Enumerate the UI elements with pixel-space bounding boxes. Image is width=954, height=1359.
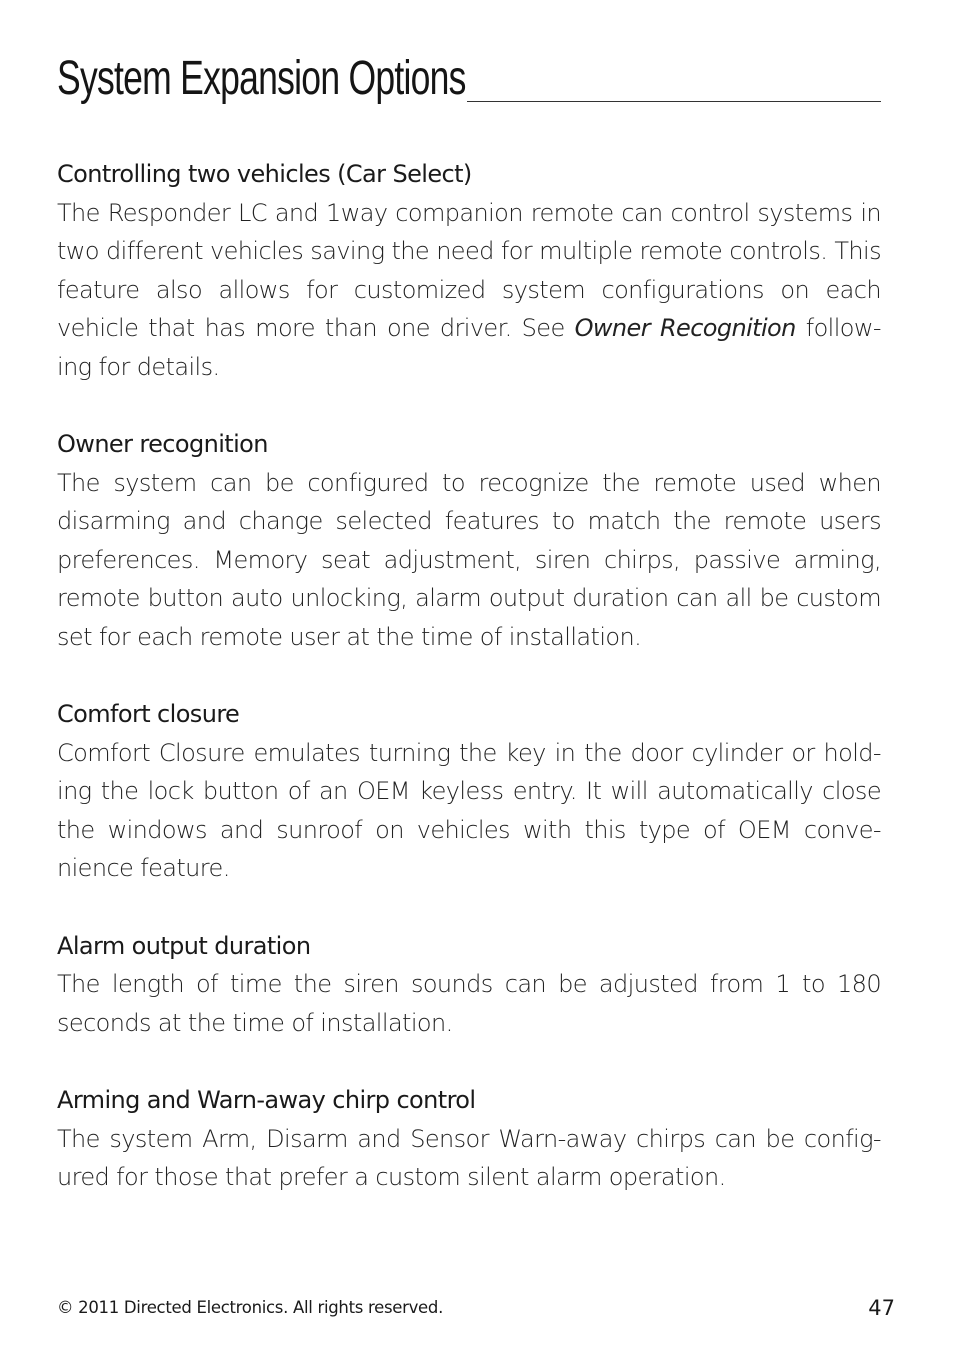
page-title: System Expansion Options <box>57 52 466 105</box>
section-comfort-closure <box>57 695 881 888</box>
page-header <box>57 54 881 104</box>
section-owner-recognition <box>57 425 881 656</box>
section-body: The length of time the siren sounds can be adjusted from 1 to 180 seconds at the time of installation. <box>57 970 881 1037</box>
section-body: The system Arm, Disarm and Sensor Warn-away chirps can be config-ured for those that prefer a custom silent alarm operation. <box>57 1124 881 1191</box>
page-footer <box>57 1296 895 1326</box>
page-number: 47 <box>868 1296 895 1320</box>
section-body: Comfort Closure emulates turning the key in the door cylinder or hold-ing the lock button of an OEM keyless entry. It will automatically close the windows and sunroof on vehicles with this type of OEM conve-nience feature. <box>57 738 881 882</box>
section-car-select <box>57 155 881 386</box>
section-body-text: The Responder LC and 1way companion remote can control systems in two different vehicles saving the need for multiple remote controls. This feature also allows for customized system configurations on each vehicle that has more than one driver. See <box>57 198 881 342</box>
title-rule <box>467 101 881 102</box>
section-heading: Alarm output duration <box>57 931 311 960</box>
section-heading: Controlling two vehicles (Car Select) <box>57 160 472 188</box>
page-content <box>57 155 881 1236</box>
section-body <box>57 194 881 387</box>
section-chirp-control <box>57 1081 881 1197</box>
section-body: The system can be configured to recognize the remote used when disarming and change selected features to match the remote users preferences. Memory seat adjustment, siren chirps, passive arming, remote button auto unlocking, alarm output duration can all be custom set for each remote user at the time of installation. <box>57 468 881 651</box>
section-body-text: follow-ing for details. <box>57 314 881 381</box>
section-body-emphasis: Owner Recognition <box>574 314 796 342</box>
section-heading: Comfort closure <box>57 700 240 728</box>
section-alarm-output-duration <box>57 927 881 1043</box>
copyright-notice: © 2011 Directed Electronics. All rights reserved. <box>57 1298 444 1317</box>
section-heading: Owner recognition <box>57 430 268 458</box>
section-heading: Arming and Warn-away chirp control <box>57 1086 476 1114</box>
